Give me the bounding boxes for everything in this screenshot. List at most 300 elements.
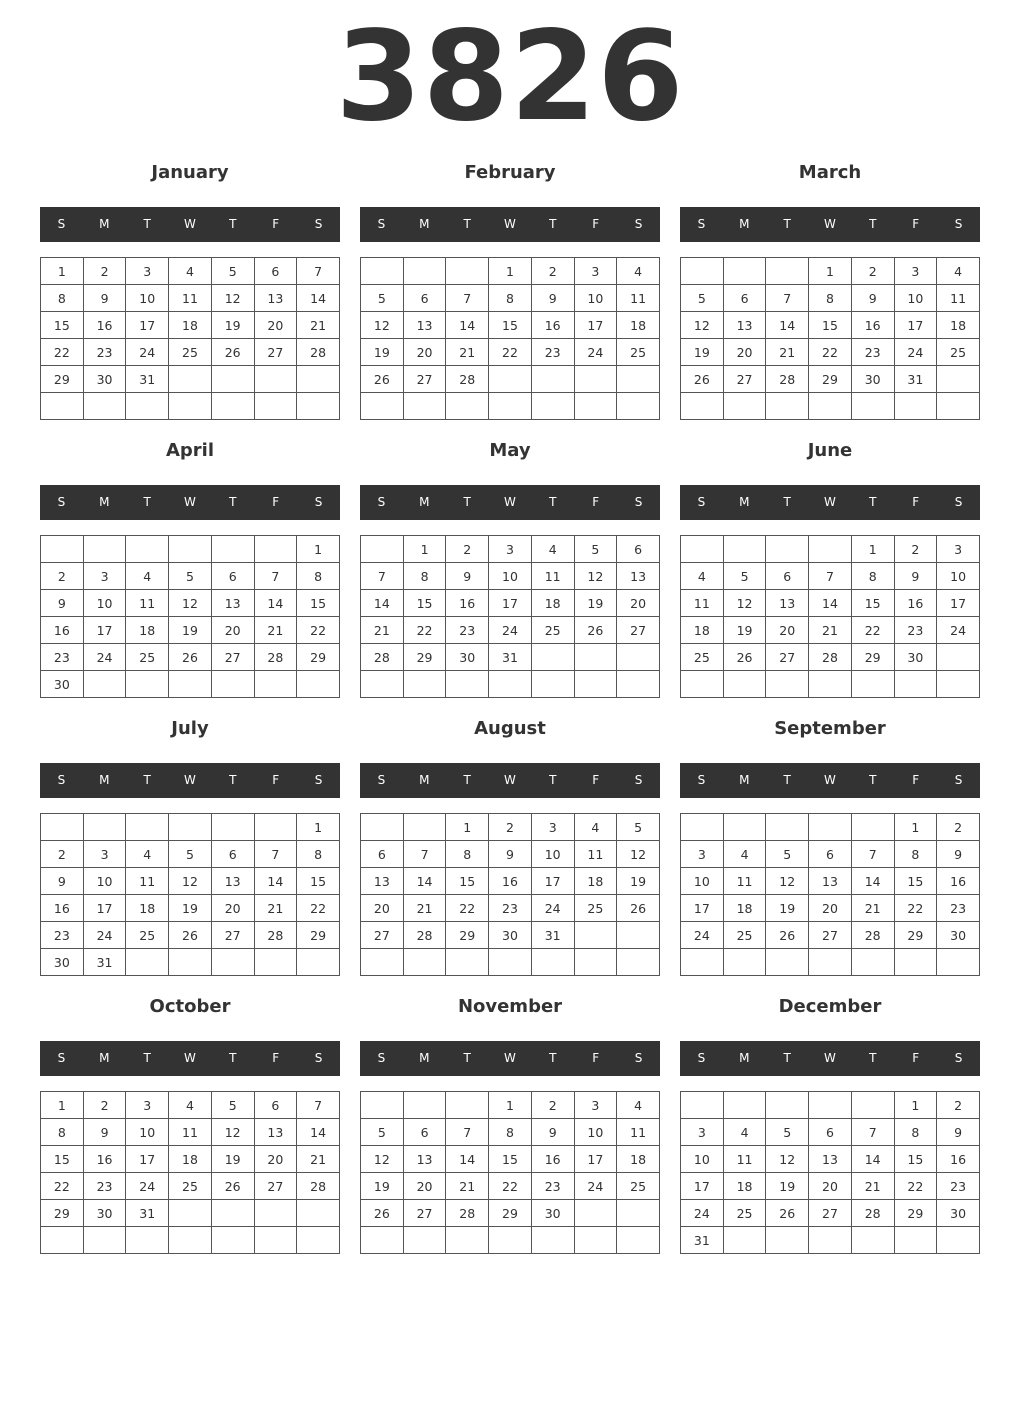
day-cell: 25	[531, 617, 574, 644]
day-cell: 3	[489, 536, 532, 563]
empty-day-cell	[723, 814, 766, 841]
day-cell: 5	[169, 563, 212, 590]
month-name: October	[149, 996, 231, 1017]
day-cell: 17	[83, 895, 126, 922]
weekday-label: T	[549, 773, 557, 787]
day-cell: 2	[937, 1092, 980, 1119]
week-row	[681, 922, 980, 949]
day-cell: 27	[254, 1173, 297, 1200]
day-cell: 2	[489, 814, 532, 841]
day-cell: 1	[446, 814, 489, 841]
day-cell: 15	[489, 312, 532, 339]
day-cell: 30	[937, 922, 980, 949]
empty-day-cell	[531, 366, 574, 393]
day-cell: 7	[254, 563, 297, 590]
weekday-label: S	[377, 1051, 386, 1065]
weekday-label: F	[912, 1051, 920, 1065]
day-cell: 26	[574, 617, 617, 644]
day-cell: 15	[489, 1146, 532, 1173]
weekday-label: T	[549, 1051, 557, 1065]
weekday-label: T	[229, 1051, 237, 1065]
day-cell: 21	[766, 339, 809, 366]
weekday-label: M	[99, 495, 110, 509]
day-cell: 10	[531, 841, 574, 868]
empty-day-cell	[894, 949, 937, 976]
day-cell: 26	[681, 366, 724, 393]
day-cell: 25	[681, 644, 724, 671]
empty-day-cell	[211, 1200, 254, 1227]
empty-day-cell	[403, 949, 446, 976]
day-cell: 13	[211, 590, 254, 617]
day-cell: 5	[681, 285, 724, 312]
week-row	[361, 366, 660, 393]
day-cell: 8	[894, 1119, 937, 1146]
month-name: February	[464, 162, 556, 183]
day-cell: 20	[723, 339, 766, 366]
weekday-label: T	[869, 773, 877, 787]
day-cell: 12	[617, 841, 660, 868]
day-cell: 6	[723, 285, 766, 312]
empty-day-cell	[766, 671, 809, 698]
day-cell: 7	[297, 1092, 340, 1119]
weekday-label: S	[697, 1051, 706, 1065]
empty-day-cell	[403, 1227, 446, 1254]
day-cell: 26	[723, 644, 766, 671]
day-cell: 12	[766, 1146, 809, 1173]
week-row	[361, 895, 660, 922]
day-cell: 29	[41, 366, 84, 393]
day-cell: 16	[83, 1146, 126, 1173]
empty-day-cell	[169, 1200, 212, 1227]
day-cell: 29	[297, 644, 340, 671]
empty-day-cell	[254, 814, 297, 841]
day-cell: 27	[403, 1200, 446, 1227]
day-cell: 22	[41, 339, 84, 366]
weekday-label: F	[272, 773, 280, 787]
day-cell: 3	[126, 1092, 169, 1119]
day-cell: 30	[446, 644, 489, 671]
day-cell: 19	[766, 895, 809, 922]
month-name: July	[171, 718, 209, 739]
day-cell: 31	[126, 366, 169, 393]
empty-day-cell	[297, 366, 340, 393]
day-cell: 13	[723, 312, 766, 339]
day-cell: 18	[126, 617, 169, 644]
day-cell: 26	[361, 1200, 404, 1227]
days-grid	[680, 535, 980, 698]
day-cell: 16	[41, 895, 84, 922]
day-cell: 23	[41, 644, 84, 671]
month-name: March	[798, 162, 862, 183]
days-grid	[680, 257, 980, 420]
week-row	[681, 1119, 980, 1146]
day-cell: 13	[766, 590, 809, 617]
day-cell: 4	[723, 841, 766, 868]
day-cell: 5	[169, 841, 212, 868]
week-row	[361, 1173, 660, 1200]
day-cell: 13	[403, 312, 446, 339]
day-cell: 24	[681, 922, 724, 949]
day-cell: 11	[937, 285, 980, 312]
empty-day-cell	[617, 644, 660, 671]
day-cell: 23	[83, 339, 126, 366]
day-cell: 17	[681, 1173, 724, 1200]
empty-day-cell	[617, 366, 660, 393]
weekday-label: S	[954, 773, 963, 787]
empty-day-cell	[83, 671, 126, 698]
weekday-label: M	[739, 1051, 750, 1065]
day-cell: 4	[574, 814, 617, 841]
day-cell: 16	[937, 868, 980, 895]
day-cell: 22	[297, 617, 340, 644]
empty-day-cell	[41, 1227, 84, 1254]
weekday-label: S	[377, 773, 386, 787]
day-cell: 15	[446, 868, 489, 895]
weekday-header	[680, 1041, 980, 1076]
day-cell: 28	[851, 1200, 894, 1227]
months-grid	[40, 152, 980, 1264]
day-cell: 29	[489, 1200, 532, 1227]
day-cell: 23	[83, 1173, 126, 1200]
empty-day-cell	[937, 671, 980, 698]
weekday-label: T	[783, 495, 791, 509]
empty-day-cell	[211, 366, 254, 393]
empty-day-cell	[83, 393, 126, 420]
empty-day-cell	[766, 1227, 809, 1254]
empty-day-cell	[254, 1227, 297, 1254]
weekday-label: M	[419, 773, 430, 787]
day-cell: 20	[361, 895, 404, 922]
week-row	[681, 339, 980, 366]
weekday-label: T	[463, 1051, 471, 1065]
days-grid	[680, 1091, 980, 1254]
day-cell: 12	[574, 563, 617, 590]
day-cell: 16	[531, 1146, 574, 1173]
day-cell: 23	[446, 617, 489, 644]
week-row	[361, 285, 660, 312]
day-cell: 10	[894, 285, 937, 312]
empty-day-cell	[126, 536, 169, 563]
day-cell: 20	[617, 590, 660, 617]
day-cell: 28	[766, 366, 809, 393]
week-row	[361, 1119, 660, 1146]
day-cell: 18	[169, 1146, 212, 1173]
day-cell: 1	[489, 258, 532, 285]
day-cell: 14	[851, 1146, 894, 1173]
month-july	[40, 708, 340, 986]
day-cell: 25	[574, 895, 617, 922]
day-cell: 29	[446, 922, 489, 949]
week-row	[41, 536, 340, 563]
days-grid	[360, 535, 660, 698]
day-cell: 27	[617, 617, 660, 644]
day-cell: 22	[894, 895, 937, 922]
day-cell: 7	[361, 563, 404, 590]
empty-day-cell	[126, 814, 169, 841]
day-cell: 31	[531, 922, 574, 949]
day-cell: 1	[894, 1092, 937, 1119]
weekday-label: T	[229, 773, 237, 787]
empty-day-cell	[531, 644, 574, 671]
day-cell: 21	[446, 339, 489, 366]
weekday-label: M	[419, 495, 430, 509]
empty-day-cell	[126, 949, 169, 976]
empty-day-cell	[446, 258, 489, 285]
weekday-label: W	[504, 495, 516, 509]
day-cell: 4	[531, 536, 574, 563]
day-cell: 24	[574, 339, 617, 366]
day-cell: 30	[851, 366, 894, 393]
day-cell: 14	[446, 312, 489, 339]
day-cell: 13	[617, 563, 660, 590]
day-cell: 1	[489, 1092, 532, 1119]
empty-day-cell	[361, 949, 404, 976]
empty-day-cell	[169, 814, 212, 841]
day-cell: 22	[809, 339, 852, 366]
weekday-header	[360, 1041, 660, 1076]
empty-day-cell	[937, 366, 980, 393]
day-cell: 12	[681, 312, 724, 339]
weekday-label: S	[314, 773, 323, 787]
week-row	[361, 536, 660, 563]
day-cell: 11	[126, 590, 169, 617]
week-row	[41, 922, 340, 949]
day-cell: 25	[617, 339, 660, 366]
day-cell: 31	[126, 1200, 169, 1227]
day-cell: 30	[41, 671, 84, 698]
day-cell: 20	[809, 1173, 852, 1200]
day-cell: 1	[297, 536, 340, 563]
day-cell: 17	[574, 312, 617, 339]
weekday-label: S	[697, 773, 706, 787]
day-cell: 12	[723, 590, 766, 617]
day-cell: 18	[723, 1173, 766, 1200]
empty-day-cell	[446, 1227, 489, 1254]
day-cell: 7	[403, 841, 446, 868]
day-cell: 24	[531, 895, 574, 922]
day-cell: 15	[851, 590, 894, 617]
weekday-label: S	[634, 217, 643, 231]
day-cell: 2	[83, 1092, 126, 1119]
days-grid	[40, 813, 340, 976]
day-cell: 20	[211, 617, 254, 644]
day-cell: 7	[851, 1119, 894, 1146]
month-name: September	[774, 718, 886, 739]
day-cell: 17	[83, 617, 126, 644]
weekday-label: W	[184, 773, 196, 787]
day-cell: 19	[361, 1173, 404, 1200]
day-cell: 23	[894, 617, 937, 644]
day-cell: 1	[851, 536, 894, 563]
weekday-header	[680, 207, 980, 242]
day-cell: 8	[297, 563, 340, 590]
day-cell: 23	[489, 895, 532, 922]
week-row	[681, 814, 980, 841]
day-cell: 4	[617, 1092, 660, 1119]
week-row	[681, 895, 980, 922]
day-cell: 11	[681, 590, 724, 617]
day-cell: 31	[681, 1227, 724, 1254]
empty-day-cell	[403, 1092, 446, 1119]
week-row	[361, 1146, 660, 1173]
day-cell: 4	[681, 563, 724, 590]
empty-day-cell	[211, 671, 254, 698]
month-june	[680, 430, 980, 708]
day-cell: 17	[937, 590, 980, 617]
day-cell: 22	[851, 617, 894, 644]
week-row	[681, 1227, 980, 1254]
empty-day-cell	[809, 814, 852, 841]
day-cell: 31	[83, 949, 126, 976]
empty-day-cell	[937, 1227, 980, 1254]
day-cell: 30	[937, 1200, 980, 1227]
month-april	[40, 430, 340, 708]
day-cell: 2	[937, 814, 980, 841]
empty-day-cell	[809, 671, 852, 698]
day-cell: 4	[723, 1119, 766, 1146]
day-cell: 11	[617, 285, 660, 312]
day-cell: 26	[617, 895, 660, 922]
weekday-label: S	[954, 495, 963, 509]
weekday-label: F	[272, 495, 280, 509]
day-cell: 16	[851, 312, 894, 339]
day-cell: 13	[809, 868, 852, 895]
day-cell: 22	[446, 895, 489, 922]
weekday-label: M	[99, 1051, 110, 1065]
day-cell: 27	[211, 922, 254, 949]
weekday-label: T	[143, 773, 151, 787]
day-cell: 18	[937, 312, 980, 339]
day-cell: 27	[403, 366, 446, 393]
empty-day-cell	[809, 949, 852, 976]
empty-day-cell	[297, 1200, 340, 1227]
empty-day-cell	[937, 949, 980, 976]
day-cell: 18	[169, 312, 212, 339]
empty-day-cell	[446, 949, 489, 976]
empty-day-cell	[723, 1092, 766, 1119]
day-cell: 1	[403, 536, 446, 563]
month-september	[680, 708, 980, 986]
weekday-header	[680, 763, 980, 798]
week-row	[41, 312, 340, 339]
day-cell: 9	[894, 563, 937, 590]
day-cell: 24	[489, 617, 532, 644]
day-cell: 27	[361, 922, 404, 949]
empty-day-cell	[723, 949, 766, 976]
day-cell: 22	[297, 895, 340, 922]
day-cell: 11	[531, 563, 574, 590]
day-cell: 12	[211, 285, 254, 312]
day-cell: 13	[254, 1119, 297, 1146]
day-cell: 23	[531, 1173, 574, 1200]
day-cell: 15	[894, 1146, 937, 1173]
empty-day-cell	[809, 536, 852, 563]
week-row	[361, 393, 660, 420]
day-cell: 8	[41, 1119, 84, 1146]
day-cell: 6	[766, 563, 809, 590]
week-row	[41, 1173, 340, 1200]
day-cell: 9	[489, 841, 532, 868]
empty-day-cell	[681, 258, 724, 285]
day-cell: 30	[531, 1200, 574, 1227]
day-cell: 26	[169, 922, 212, 949]
day-cell: 2	[894, 536, 937, 563]
day-cell: 6	[809, 841, 852, 868]
empty-day-cell	[254, 393, 297, 420]
day-cell: 27	[254, 339, 297, 366]
month-name: April	[165, 440, 215, 461]
empty-day-cell	[574, 949, 617, 976]
day-cell: 23	[41, 922, 84, 949]
empty-day-cell	[851, 814, 894, 841]
day-cell: 28	[403, 922, 446, 949]
week-row	[41, 285, 340, 312]
day-cell: 1	[894, 814, 937, 841]
month-name: November	[457, 996, 563, 1017]
week-row	[681, 841, 980, 868]
week-row	[41, 617, 340, 644]
day-cell: 10	[681, 868, 724, 895]
day-cell: 12	[169, 590, 212, 617]
day-cell: 21	[254, 895, 297, 922]
empty-day-cell	[681, 949, 724, 976]
empty-day-cell	[937, 644, 980, 671]
weekday-label: F	[592, 773, 600, 787]
weekday-label: M	[419, 217, 430, 231]
weekday-label: T	[783, 773, 791, 787]
empty-day-cell	[531, 671, 574, 698]
week-row	[681, 1092, 980, 1119]
empty-day-cell	[297, 393, 340, 420]
day-cell: 22	[403, 617, 446, 644]
day-cell: 25	[617, 1173, 660, 1200]
day-cell: 1	[41, 1092, 84, 1119]
day-cell: 18	[126, 895, 169, 922]
week-row	[41, 1227, 340, 1254]
week-row	[361, 949, 660, 976]
empty-day-cell	[254, 671, 297, 698]
weekday-label: S	[57, 217, 66, 231]
empty-day-cell	[809, 1092, 852, 1119]
weekday-label: W	[504, 773, 516, 787]
empty-day-cell	[894, 1227, 937, 1254]
day-cell: 26	[766, 922, 809, 949]
day-cell: 18	[723, 895, 766, 922]
day-cell: 9	[83, 285, 126, 312]
week-row	[41, 1146, 340, 1173]
day-cell: 4	[126, 841, 169, 868]
day-cell: 28	[254, 644, 297, 671]
day-cell: 21	[809, 617, 852, 644]
empty-day-cell	[211, 1227, 254, 1254]
day-cell: 23	[937, 1173, 980, 1200]
days-grid	[40, 1091, 340, 1254]
day-cell: 8	[489, 285, 532, 312]
day-cell: 28	[446, 1200, 489, 1227]
day-cell: 3	[937, 536, 980, 563]
day-cell: 9	[41, 868, 84, 895]
day-cell: 18	[617, 312, 660, 339]
weekday-label: T	[229, 495, 237, 509]
empty-day-cell	[681, 814, 724, 841]
week-row	[361, 563, 660, 590]
week-row	[361, 922, 660, 949]
day-cell: 14	[851, 868, 894, 895]
day-cell: 1	[809, 258, 852, 285]
day-cell: 6	[211, 563, 254, 590]
empty-day-cell	[126, 671, 169, 698]
empty-day-cell	[169, 949, 212, 976]
